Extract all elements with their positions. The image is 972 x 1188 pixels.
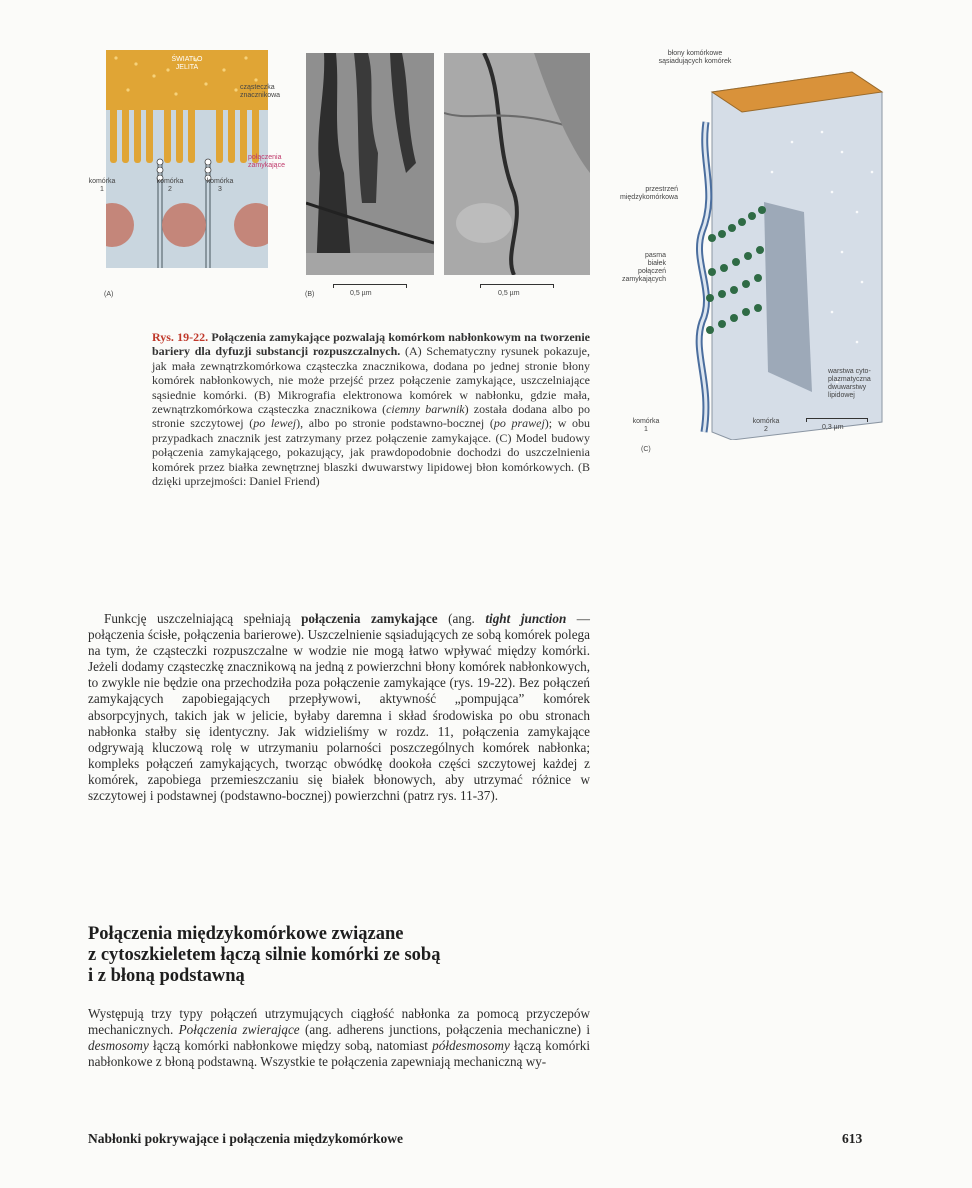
figure-number: Rys. 19-22. — [152, 330, 209, 344]
term-hemidesmosomes: półdesmosomy — [432, 1038, 510, 1054]
electron-micrograph-left — [306, 53, 434, 275]
panel-b-label: (B) — [305, 291, 315, 298]
scale-bar-left — [333, 284, 407, 288]
panel-c-label: (C) — [641, 446, 651, 453]
tight-junctions-label: połączenia — [248, 154, 282, 161]
intercellular-space-label: przestrzeń — [645, 186, 678, 193]
adjacent-membranes-label: błony komórkowe — [667, 50, 723, 57]
running-footer-title: Nabłonki pokrywające i połączenia międzykomórkowe — [88, 1131, 403, 1146]
nucleus-2 — [162, 203, 206, 247]
lumen-label: ŚWIATŁO — [171, 56, 203, 63]
lipid-bilayer-label: warstwa cyto- — [828, 368, 871, 375]
cell-2-label: komórka — [156, 178, 184, 185]
scale-bar-right — [480, 284, 554, 288]
electron-micrograph-right — [444, 53, 590, 275]
scale-c-label: 0,3 µm — [822, 424, 844, 431]
cell-3-label: komórka — [206, 178, 234, 185]
figure-title: Połączenia zamykające pozwalają komórkom nabłonkowym na tworzenie bariery dla dyfuzji substancji rozpuszczalnych. — [152, 330, 591, 359]
scale-left-label: 0,5 µm — [350, 290, 372, 297]
scale-right-label: 0,5 µm — [498, 290, 520, 297]
marker-molecule-label: cząsteczka — [240, 84, 275, 91]
scale-bar-c — [806, 418, 868, 422]
figure-caption: Rys. 19-22. Połączenia zamykające pozwalają komórkom nabłonkowym na tworzenie bariery dla dyfuzji substancji rozpuszczalnych. (A) Schematyczny rysunek pokazuje, jak mała zewnątrzkomórkowa cząsteczka znacznikowa, dodana po jednej stronie błony komórek nabłonkowych, nie może przejść przez połączenie zamykające, uszczelniające sąsiednie komórki. (B) Mikrografia elektronowa komórek w nabłonku, gdzie mała, zewnątrzkomórkowa cząsteczka znacznikowa (ciemny barwnik) została dodana albo po stronie szczytowej (po lewej), albo po stronie podstawno-bocznej (po prawej); w obu przypadkach znacznik jest zatrzymany przez połączenie zamykające. (C) Model budowy połączenia zamykającego, pokazujący, jak prawdopodobnie dochodzi do uszczelnienia komórek przez białka zewnętrznej blaszki dwuwarstwy lipidowej błon komórkowych. (B dzięki uprzejmości: Daniel Friend) — [152, 330, 591, 489]
body-paragraph-2: Występują trzy typy połączeń utrzymujących ciągłość nabłonka za pomocą przyczepów mechanicznych. Połączenia zwierające (ang. adherens junctions, połączenia mechaniczne) i desmosomy łączą komórki nabłonkowe między sobą, natomiast półdesmosomy łączą komórki nabłonkowe z błoną podstawną. Wszystkie te połączenia zapewniają mechaniczną wy- — [88, 1006, 591, 1070]
body-paragraph-1: Funkcję uszczelniającą spełniają połączenia zamykające (ang. tight junction — połączenia ścisłe, połączenia barierowe). Uszczelnienie sąsiadujących ze sobą komórek polega na tym, że cząsteczki rozpuszczalne w wodzie nie mogą łatwo wpływać między komórki. Jeżeli dodamy cząsteczkę znacznikową na jedną z powierzchni błony komórek nabłonkowych, to zwykle nie będzie ona przechodziła poza połączenie zamykające (rys. 19-22). Bez połączeń zamykających zapobiegających przepływowi, aktywność „pompująca” komórek absorpcyjnych, takich jak w jelicie, byłaby daremna i skład środowiska po obu stronach nabłonka stałby się identyczny. Jak widzieliśmy w rozdz. 11, połączenia zamykające odgrywają kluczową rolę w utrzymaniu polarności poszczególnych komórek nabłonka; kompleks połączeń zamykających, tworząc obwódkę dookoła części szczytowej każdej z komórek, zapobiega przemieszczaniu się białek błonowych, aby utrzymać różnice w szczytowej i podstawnej (podstawno-bocznej) powierzchni (patrz rys. 11-37). — [88, 611, 590, 804]
section-heading: Połączenia międzykomórkowe związane z cytoszkieletem łączą silnie komórki ze sobą i z błoną podstawną — [88, 924, 441, 986]
term-desmosomes: desmosomy — [88, 1038, 149, 1054]
panel-a-label: (A) — [104, 291, 114, 298]
term-tight-junction-en: tight junction — [485, 611, 567, 626]
page-number: 613 — [842, 1131, 863, 1146]
model-cell-2-label: komórka — [752, 418, 780, 425]
cell-1-label: komórka — [88, 178, 116, 185]
term-adherens-junctions: Połączenia zwierające — [178, 1022, 300, 1038]
figure-panel-a: ŚWIATŁO JELITA — [106, 50, 268, 268]
tight-junction-schematic — [106, 50, 268, 268]
junction-strands-label: pasma — [644, 252, 666, 259]
term-tight-junctions: połączenia zamykające — [301, 611, 438, 626]
model-cell-1-label: komórka — [632, 418, 660, 425]
